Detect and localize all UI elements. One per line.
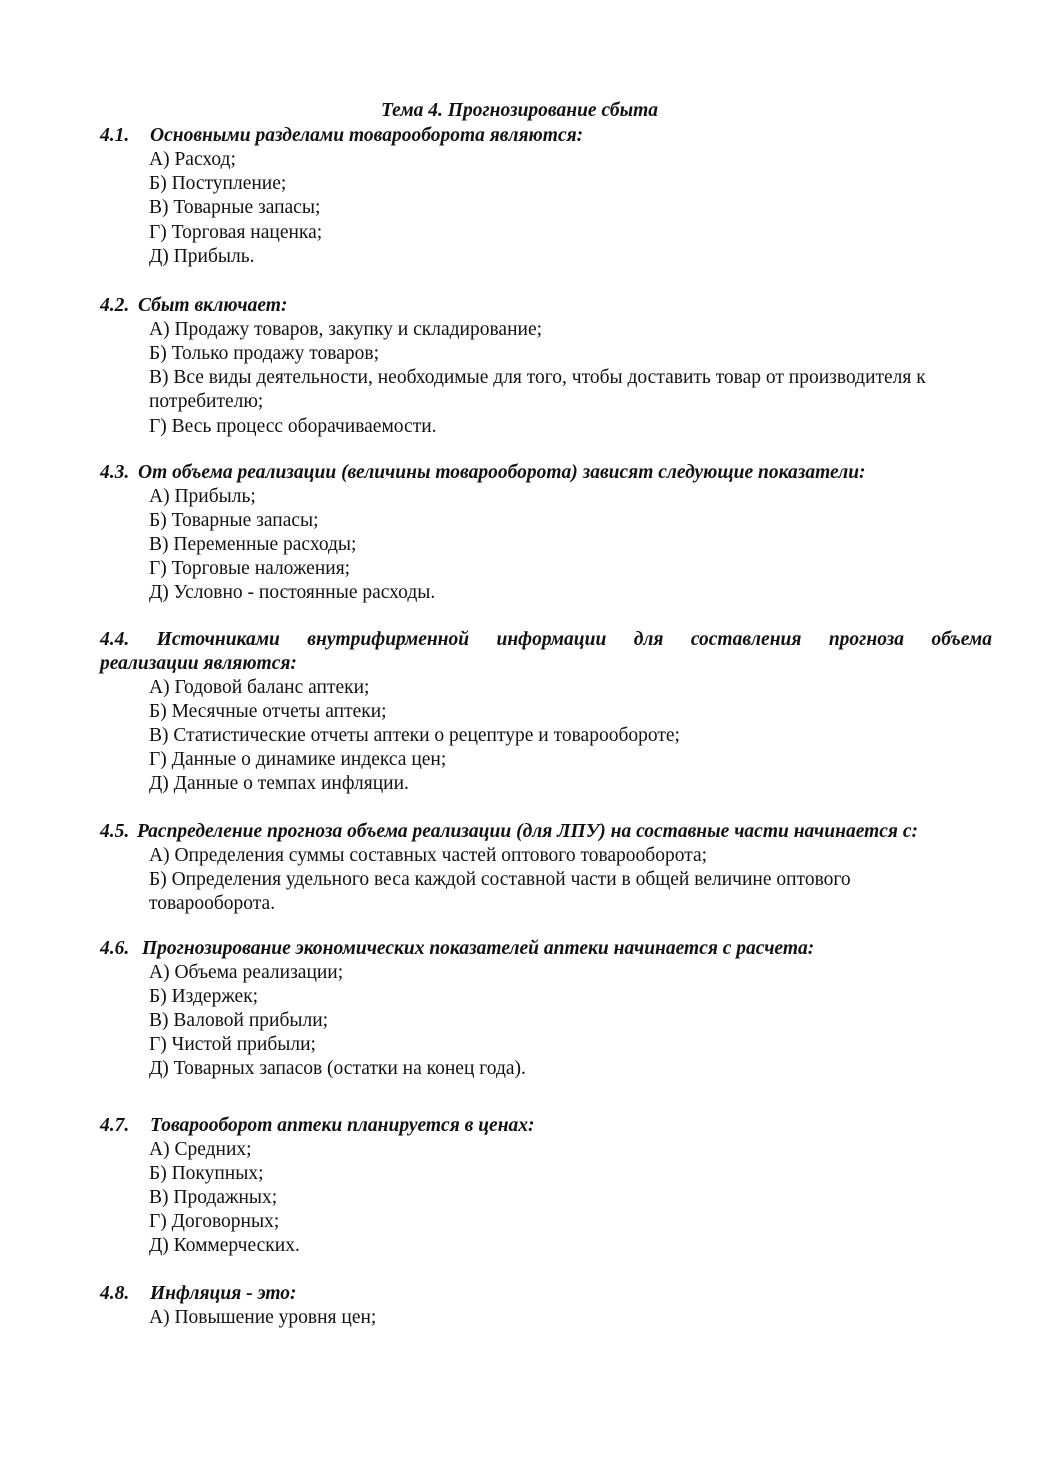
question-number: 4.8.: [100, 1283, 130, 1304]
option-4-6-d: Г) Чистой прибыли;: [149, 1034, 316, 1055]
option-4-3-c: В) Переменные расходы;: [149, 534, 357, 555]
option-4-3-b: Б) Товарные запасы;: [149, 510, 319, 531]
question-4-7: [100, 1114, 992, 1138]
question-number: 4.2.: [100, 295, 130, 316]
option-4-4-d: Г) Данные о динамике индекса цен;: [149, 749, 447, 770]
question-number: 4.1.: [100, 125, 130, 146]
option-4-4-a: А) Годовой баланс аптеки;: [149, 677, 370, 698]
option-4-7-a: А) Средних;: [149, 1139, 252, 1160]
option-4-5-a: А) Определения суммы составных частей оптового товарооборота;: [149, 845, 708, 866]
option-4-3-d: Г) Торговые наложения;: [149, 558, 351, 579]
question-text: Распределение прогноза объема реализации (для ЛПУ) на составные части начинается с:: [137, 821, 918, 842]
option-4-5-b: Б) Определения удельного веса каждой составной части в общей величине оптового товарооборота.: [149, 869, 851, 915]
topic-title: Тема 4. Прогнозирование сбыта: [380, 100, 659, 121]
option-4-2-a: А) Продажу товаров, закупку и складирование;: [149, 319, 543, 340]
option-4-7-e: Д) Коммерческих.: [149, 1235, 300, 1256]
question-number: 4.3.: [100, 462, 130, 483]
option-4-1-e: Д) Прибыль.: [149, 246, 255, 267]
option-4-7-d: Г) Договорных;: [149, 1211, 280, 1232]
option-4-2-b: Б) Только продажу товаров;: [149, 343, 380, 364]
question-4-3: [100, 461, 992, 485]
option-4-1-a: А) Расход;: [149, 149, 236, 170]
question-4-6: [100, 937, 992, 961]
option-4-7-b: Б) Покупных;: [149, 1163, 264, 1184]
option-4-1-d: Г) Торговая наценка;: [149, 222, 323, 243]
question-4-2: [100, 294, 992, 318]
question-text-line2: реализации являются:: [100, 653, 297, 675]
option-4-2-d: Г) Весь процесс оборачиваемости.: [149, 416, 437, 437]
option-4-6-a: А) Объема реализации;: [149, 962, 344, 983]
option-4-7-c: В) Продажных;: [149, 1187, 278, 1208]
question-number: 4.5.: [100, 821, 130, 842]
question-text: Инфляция - это:: [150, 1283, 297, 1304]
option-4-4-c: В) Статистические отчеты аптеки о рецептуре и товарообороте;: [149, 725, 680, 746]
option-4-6-b: Б) Издержек;: [149, 986, 259, 1007]
question-4-5: [100, 820, 992, 844]
option-4-1-b: Б) Поступление;: [149, 173, 287, 194]
question-number: 4.7.: [100, 1115, 130, 1136]
question-4-8: [100, 1282, 992, 1306]
question-text: От объема реализации (величины товарооборота) зависят следующие показатели:: [138, 462, 866, 483]
option-4-3-e: Д) Условно - постоянные расходы.: [149, 582, 436, 603]
question-text: Прогнозирование экономических показателей аптеки начинается с расчета:: [142, 938, 815, 959]
question-number: 4.4.: [100, 629, 130, 650]
option-4-3-a: А) Прибыль;: [149, 486, 256, 507]
option-4-4-b: Б) Месячные отчеты аптеки;: [149, 701, 387, 722]
option-4-6-c: В) Валовой прибыли;: [149, 1010, 329, 1031]
question-4-4: [100, 628, 992, 677]
question-text: Сбыт включает:: [138, 295, 288, 316]
option-4-2-c: В) Все виды деятельности, необходимые для того, чтобы доставить товар от производителя к потребителю;: [149, 367, 926, 413]
option-4-6-e: Д) Товарных запасов (остатки на конец года).: [149, 1058, 526, 1079]
option-4-4-e: Д) Данные о темпах инфляции.: [149, 773, 409, 794]
question-4-1: [100, 124, 992, 148]
question-text: Основными разделами товарооборота являются:: [150, 125, 584, 146]
question-text: Товарооборот аптеки планируется в ценах:: [150, 1115, 535, 1136]
question-number: 4.6.: [100, 938, 130, 959]
question-text-line1: 4.4. Источниками внутрифирменной информации для составления прогноза объема: [100, 629, 992, 650]
option-4-8-a: А) Повышение уровня цен;: [149, 1307, 377, 1328]
option-4-1-c: В) Товарные запасы;: [149, 197, 321, 218]
